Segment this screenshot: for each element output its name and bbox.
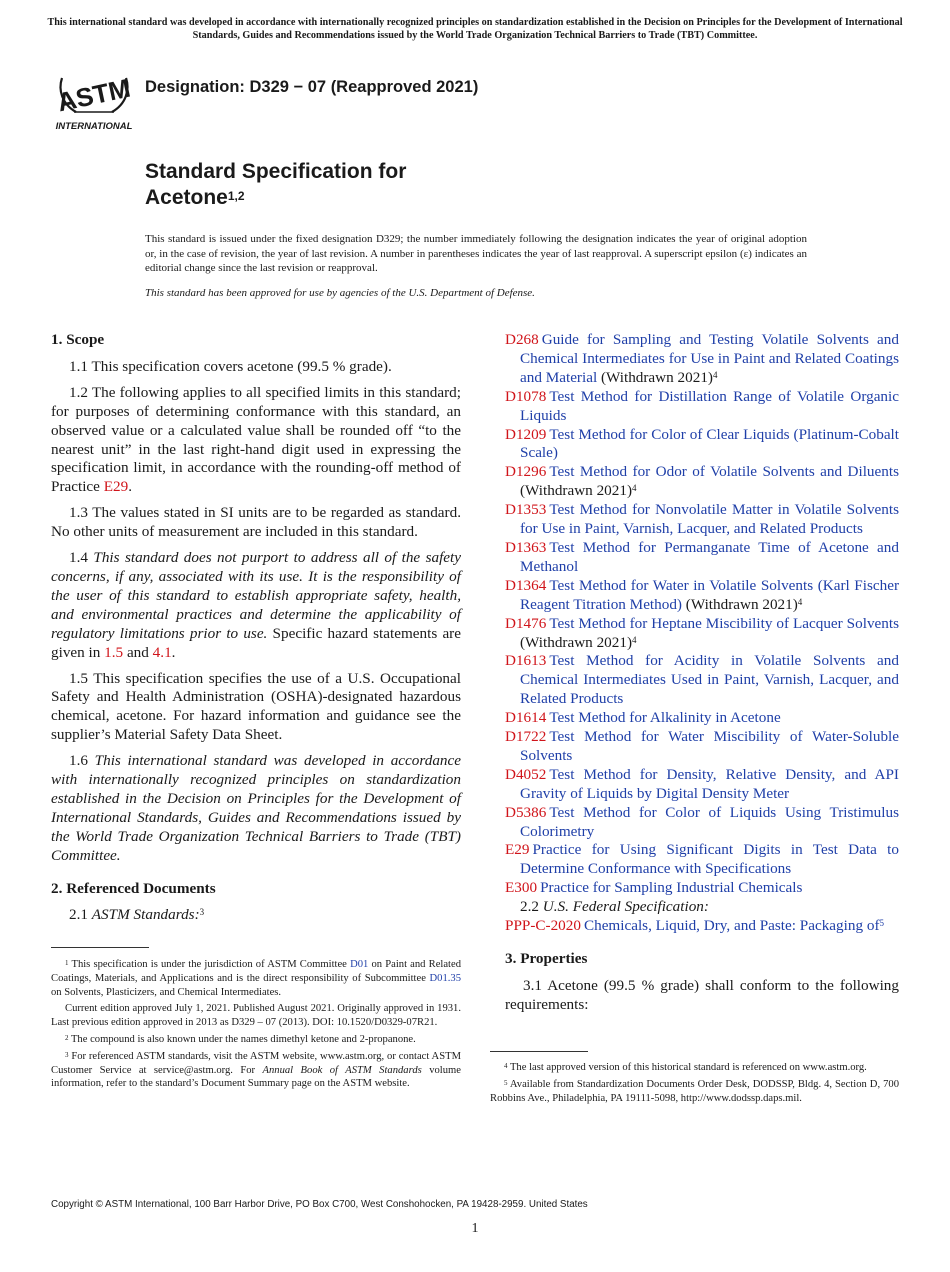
reference-item-d268[interactable]: [505, 331, 899, 388]
page-number: 1: [471, 1221, 479, 1236]
reference-code[interactable]: D1363: [505, 538, 547, 556]
footnotes-left: [51, 958, 461, 1094]
designation: Designation: D329 − 07 (Reapproved 2021): [145, 78, 479, 96]
footnote-5-text: Available from Standardization Documents Order Desk, DODSSP, Bldg. 4, Section D, 700 Robbins Ave., Philadelphia, PA 19111-5098, http://www.dodssp.daps.mil.: [490, 1078, 899, 1104]
reference-code[interactable]: E29: [505, 841, 530, 859]
federal-reference-code[interactable]: PPP-C-2020: [505, 917, 581, 935]
reference-item-d1353[interactable]: [505, 501, 899, 539]
reference-title[interactable]: Test Method for Odor of Volatile Solvents and Diluents: [549, 463, 899, 481]
properties-3-1: 3.1 Acetone (99.5 % grade) shall conform to the following requirements:: [505, 976, 899, 1013]
reference-code[interactable]: D268: [505, 331, 539, 348]
footnote-3: [51, 1050, 461, 1091]
federal-reference-item[interactable]: [505, 917, 899, 936]
reference-code[interactable]: D1353: [505, 501, 547, 519]
astm-logo: [52, 56, 136, 134]
reference-title[interactable]: Test Method for Color of Clear Liquids (Platinum-Cobalt Scale): [520, 425, 899, 462]
reference-code[interactable]: D1296: [505, 463, 547, 481]
reference-title[interactable]: Practice for Using Significant Digits in Test Data to Determine Conformance with Specifications: [520, 841, 899, 878]
footnote-5-marker: 5: [504, 1078, 508, 1087]
reference-code[interactable]: D1614: [505, 709, 547, 727]
scope-heading: 1. Scope: [51, 331, 105, 348]
scope-1-4-italic: This standard does not purport to address all of the safety concerns, if any, associated with its use. It is the responsibility of the user of this standard to establish appropriate safety, health, and environmental practices and determine the applicability of regulatory limitations prior to use.: [51, 549, 462, 642]
federal-subheading-number: 2.2: [520, 898, 543, 916]
footnote-1-marker: 1: [65, 959, 69, 967]
right-column: [505, 331, 899, 1022]
federal-reference-title[interactable]: Chemicals, Liquid, Dry, and Paste: Packaging of: [583, 917, 880, 935]
reference-code[interactable]: D4052: [505, 765, 547, 783]
scope-1-2-end: .: [128, 478, 132, 496]
astm-standards-subheading: [51, 906, 461, 925]
footnote-divider-right: [490, 1051, 588, 1052]
properties-heading: 3. Properties: [505, 950, 588, 967]
footnote-2-text: The compound is also known under the names dimethyl ketone and 2-propanone.: [68, 1033, 416, 1045]
reference-code[interactable]: D1613: [505, 652, 547, 670]
reference-item-d1078[interactable]: [505, 388, 899, 426]
reference-title[interactable]: Test Method for Permanganate Time of Acetone and Methanol: [520, 538, 899, 575]
defense-note: This standard has been approved for use by agencies of the U.S. Department of Defense.: [145, 287, 535, 299]
reference-code[interactable]: E300: [505, 879, 538, 897]
footnote-1-text-b: on Paint and Related Coatings, Materials, and Applications and is the direct responsibility of Subcommittee: [51, 959, 461, 984]
footnote-4: [490, 1061, 899, 1075]
scope-1-2: [51, 384, 461, 497]
reference-title[interactable]: Test Method for Density, Relative Density, and API Gravity of Liquids by Digital Density Meter: [520, 765, 899, 802]
reference-title[interactable]: Test Method for Nonvolatile Matter in Volatile Solvents for Use in Paint, Varnish, Lacquer, and Related Products: [520, 501, 899, 538]
link-section-1-5[interactable]: 1.5: [104, 643, 124, 661]
astm-reference-list: [505, 331, 899, 898]
reference-item-d1209[interactable]: [505, 426, 899, 464]
title-line-1: Standard Specification for: [145, 160, 407, 183]
footnote-2: [51, 1033, 461, 1047]
scope-1-3: 1.3 The values stated in SI units are to be regarded as standard. No other units of measurement are included in this standard.: [51, 504, 461, 541]
logo-subtitle: INTERNATIONAL: [55, 121, 133, 132]
reference-title[interactable]: Test Method for Heptane Miscibility of Lacquer Solvents: [549, 614, 899, 632]
federal-reference-footnote-marker: 5: [879, 918, 885, 929]
reference-footnote-marker: 4: [797, 596, 803, 607]
reference-code[interactable]: D1722: [505, 728, 547, 746]
reference-item-d1613[interactable]: [505, 652, 899, 709]
footnotes-right: [490, 1061, 899, 1108]
reference-title[interactable]: Test Method for Acidity in Volatile Solvents and Chemical Intermediates Used in Paint, Varnish, Lacquer, and Related Products: [520, 652, 899, 708]
reference-item-d1614[interactable]: [505, 709, 899, 728]
reference-title[interactable]: Test Method for Color of Liquids Using Tristimulus Colorimetry: [520, 803, 899, 840]
footnote-3-marker: 3: [65, 1050, 69, 1059]
footnote-1-text-c: on Solvents, Plasticizers, and Chemical Intermediates.: [51, 986, 282, 998]
scope-1-4-tail: Specific hazard statements are given in: [51, 624, 461, 661]
scope-1-4: [51, 549, 461, 662]
scope-1-6: [51, 752, 461, 865]
reference-title[interactable]: Test Method for Water in Volatile Solvents (Karl Fischer Reagent Titration Method): [520, 576, 899, 613]
top-notice: This international standard was developed in accordance with internationally recognized principles on standardization established in the Decision on Principles for the Development of International Standards, Guides and Recommendations issued by the World Trade Organization Technical Barriers to Trade (TBT) Committee.: [47, 17, 903, 41]
reference-code[interactable]: D1476: [505, 614, 547, 632]
reference-code[interactable]: D1364: [505, 576, 547, 594]
scope-1-4-end: .: [171, 643, 176, 661]
subheading-footnote-marker: 3: [199, 907, 205, 918]
footnote-1-text-a: This specification is under the jurisdiction of ASTM Committee: [68, 959, 351, 970]
federal-subheading-label: U.S. Federal Specification:: [542, 898, 709, 916]
left-column: [51, 331, 461, 932]
reference-title[interactable]: Guide for Sampling and Testing Volatile Solvents and Chemical Intermediates for Use in Paint and Related Coatings and Material: [520, 331, 899, 386]
reference-code[interactable]: D1209: [505, 425, 547, 443]
footnote-3-italic: Annual Book of ASTM Standards: [262, 1064, 422, 1076]
referenced-heading: 2. Referenced Documents: [51, 879, 216, 897]
footnote-2-marker: 2: [65, 1033, 69, 1042]
reference-withdrawn-note: (Withdrawn 2021): [520, 482, 632, 500]
scope-1-4-number: 1.4: [69, 549, 94, 567]
reference-item-e300[interactable]: [505, 879, 899, 898]
scope-1-6-italic: This international standard was developed in accordance with internationally recognized principles on standardization established in the Decision on Principles for the Development of International Standards, Guides and Recommendations issued by the World Trade Organization Technical Barriers to Trade (TBT) Committee.: [51, 752, 461, 864]
reference-item-d1296[interactable]: [505, 463, 899, 501]
scope-1-6-number: 1.6: [69, 752, 95, 770]
title-subject: Acetone: [145, 186, 228, 209]
reference-item-d1364[interactable]: [505, 577, 899, 615]
scope-1-4-and: and: [123, 643, 153, 661]
footnote-3-text-b: volume information, refer to the standard’s Document Summary page on the ASTM website.: [51, 1064, 461, 1090]
subheading-number: 2.1: [69, 906, 92, 924]
reference-item-d1722[interactable]: [505, 728, 899, 766]
reference-withdrawn-note: (Withdrawn 2021): [682, 595, 798, 613]
scope-1-5: 1.5 This specification specifies the use of a U.S. Occupational Safety and Health Administration (OSHA)-designated hazardous chemical, acetone. For hazard information and guidance see the supplier’s Material Safety Data Sheet.: [51, 669, 461, 744]
footnote-4-text: The last approved version of this historical standard is referenced on www.astm.org.: [507, 1062, 867, 1073]
reference-title[interactable]: Test Method for Distillation Range of Volatile Organic Liquids: [520, 387, 899, 424]
reference-footnote-marker: 4: [632, 483, 637, 494]
scope-1-2-text: 1.2 The following applies to all specified limits in this standard; for purposes of determining conformance with this standard, an observed value or a calculated value shall be rounded off “to the nearest unit” in the last right-hand digit used in expressing the specification limit, in accordance with the rounding-off method of Practice: [51, 383, 461, 496]
copyright: Copyright © ASTM International, 100 Barr Harbor Drive, PO Box C700, West Conshohocken, PA 19428-2959. United States: [51, 1199, 588, 1210]
reference-item-e29[interactable]: [505, 841, 899, 879]
issuance-note: This standard is issued under the fixed designation D329; the number immediately following the designation indicates the year of original adoption or, in the case of revision, the year of last revision. A number in parentheses indicates the year of last reapproval. A superscript epsilon (ε) indicates an editorial change since the last revision or reapproval.: [145, 233, 807, 274]
reference-item-d1476[interactable]: [505, 615, 899, 653]
footnote-5: [490, 1078, 899, 1106]
link-section-4-1[interactable]: 4.1: [152, 643, 172, 661]
footnote-1-edition: Current edition approved July 1, 2021. Published August 2021. Originally approved in 1931. Last previous edition approved in 2013 as D329 – 07 (2013). DOI: 10.1520/D0329-07R21.: [51, 1003, 461, 1029]
title-line-2: [145, 185, 406, 211]
footnote-divider-left: [51, 947, 149, 948]
reference-title[interactable]: Practice for Sampling Industrial Chemicals: [540, 879, 803, 897]
reference-item-d1363[interactable]: [505, 539, 899, 577]
footnote-4-marker: 4: [504, 1062, 508, 1070]
document-title: [145, 159, 406, 211]
footnote-1: [51, 958, 461, 999]
federal-spec-subheading: [505, 898, 899, 917]
reference-footnote-marker: 4: [632, 634, 637, 645]
scope-1-1: 1.1 This specification covers acetone (99.5 % grade).: [69, 357, 392, 375]
reference-withdrawn-note: (Withdrawn 2021): [520, 633, 632, 651]
link-committee-d01[interactable]: D01: [350, 959, 369, 970]
link-e29[interactable]: E29: [103, 478, 129, 496]
reference-code[interactable]: D5386: [505, 803, 547, 821]
link-subcommittee-d01-35[interactable]: D01.35: [429, 972, 461, 984]
subheading-label: ASTM Standards:: [91, 906, 200, 924]
reference-code[interactable]: D1078: [505, 387, 547, 405]
reference-title[interactable]: Test Method for Alkalinity in Acetone: [549, 709, 781, 727]
footnote-3-text-a: For referenced ASTM standards, visit the ASTM website, www.astm.org, or contact ASTM Customer Service at service@astm.org. For: [51, 1050, 461, 1076]
reference-title[interactable]: Test Method for Water Miscibility of Water-Soluble Solvents: [520, 728, 899, 764]
reference-item-d5386[interactable]: [505, 804, 899, 842]
logo-text: ASTM: [54, 72, 133, 118]
reference-footnote-marker: 4: [712, 369, 718, 380]
reference-item-d4052[interactable]: [505, 766, 899, 804]
title-footnote-marker: 1,2: [227, 189, 245, 203]
reference-withdrawn-note: (Withdrawn 2021): [597, 368, 713, 386]
